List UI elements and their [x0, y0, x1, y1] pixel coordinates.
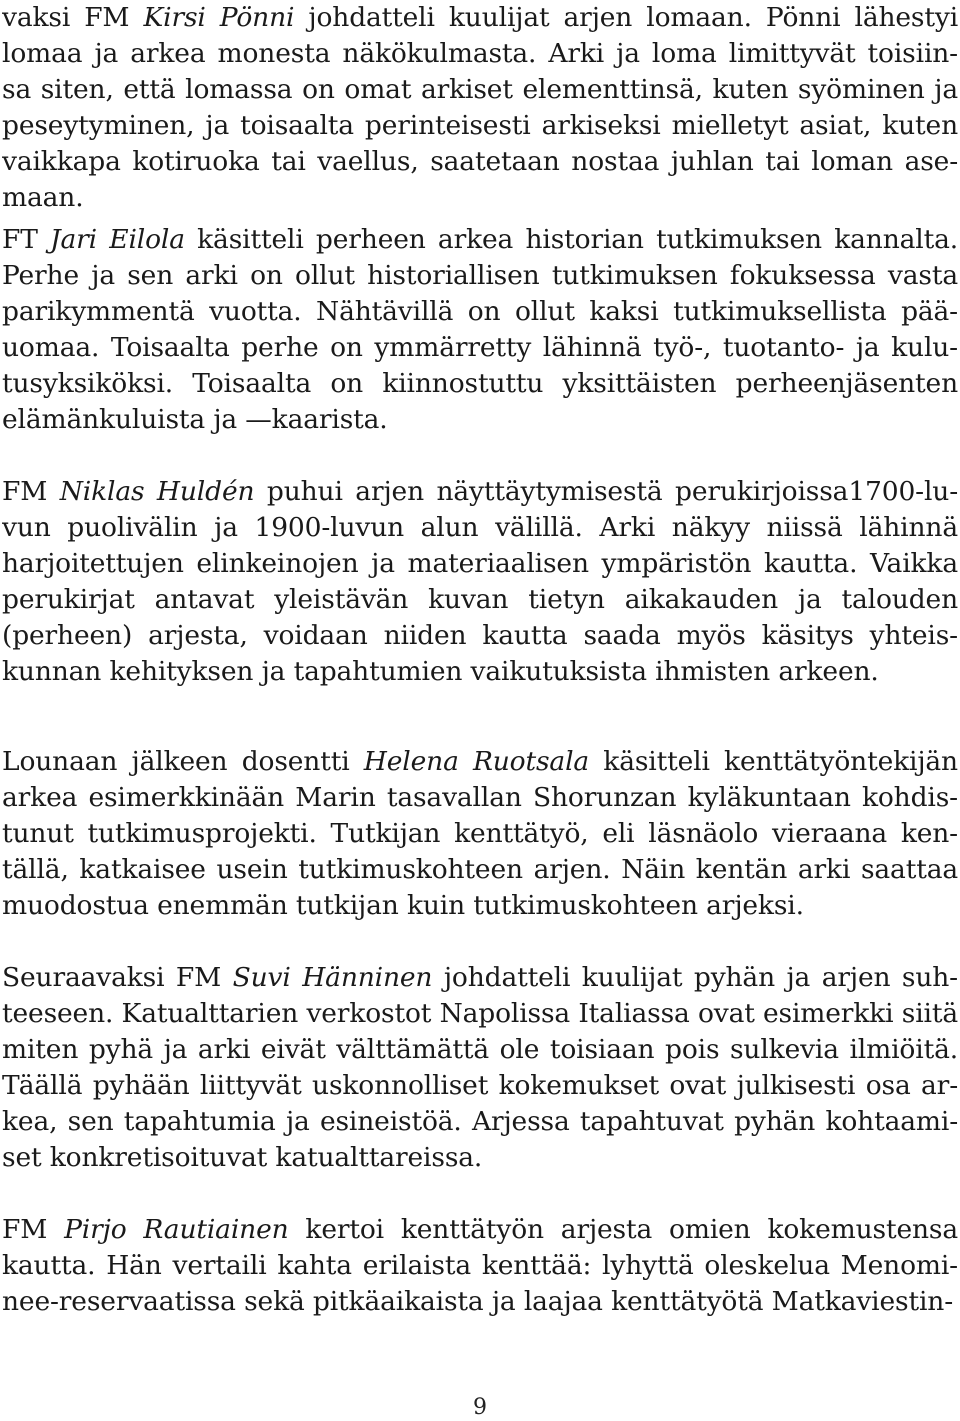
text-line — [2, 654, 879, 690]
text-run: sa siten, että lomassa on omat arkiset elementtinsä, kuten syöminen ja — [2, 74, 958, 105]
text-run: käsitteli kenttätyöntekijän — [589, 746, 958, 777]
text-run: johdatteli kuulijat pyhän ja arjen suh- — [432, 962, 958, 993]
text-run: käsitteli perheen arkea historian tutkimuksen kannalta. — [184, 224, 958, 255]
text-run: tällä, katkaisee usein tutkimuskohteen arjen. Näin kentän arki saattaa — [2, 854, 958, 885]
text-line — [2, 1104, 958, 1140]
text-line — [2, 0, 958, 36]
text-run: miten pyhä ja arki eivät välttämättä ole toisiaan pois sulkevia ilmiöitä. — [2, 1034, 958, 1065]
text-line — [2, 180, 83, 216]
text-line — [2, 1140, 482, 1176]
text-run: vaksi FM — [2, 2, 144, 33]
text-run: elämänkuluista ja —kaarista. — [2, 404, 388, 435]
text-line — [2, 618, 958, 654]
text-run: lomaa ja arkea monesta näkökulmasta. Arki ja loma limittyvät toisiin- — [2, 38, 958, 69]
text-line — [2, 1284, 953, 1320]
text-run: Perhe ja sen arki on ollut historiallisen tutkimuksen fokuksessa vasta — [2, 260, 958, 291]
text-line — [2, 996, 958, 1032]
text-run: arkea esimerkkinään Marin tasavallan Shorunzan kyläkuntaan kohdis- — [2, 782, 958, 813]
text-run: kunnan kehityksen ja tapahtumien vaikutuksista ihmisten arkeen. — [2, 656, 879, 687]
text-run: FM — [2, 476, 60, 507]
text-run: peseytyminen, ja toisaalta perinteisesti arkiseksi mielletyt asiat, kuten — [2, 110, 958, 141]
text-line — [2, 402, 388, 438]
text-line — [2, 258, 958, 294]
person-name: Jari Eilola — [50, 224, 185, 255]
person-name: Pirjo Rautiainen — [64, 1214, 289, 1245]
text-run: kertoi kenttätyön arjesta omien kokemustensa — [288, 1214, 958, 1245]
text-run: FM — [2, 1214, 65, 1245]
text-line — [2, 1212, 958, 1248]
text-line — [2, 582, 958, 618]
text-run: parikymmentä vuotta. Nähtävillä on ollut kaksi tutkimuksellista pää- — [2, 296, 958, 327]
text-run: harjoitettujen elinkeinojen ja materiaalisen ympäristön kautta. Vaikka — [2, 548, 958, 579]
text-line — [2, 780, 958, 816]
text-line — [2, 852, 958, 888]
text-line — [2, 744, 958, 780]
text-line — [2, 888, 804, 924]
text-line — [2, 816, 958, 852]
person-name: Kirsi Pönni — [143, 2, 295, 33]
text-line — [2, 1248, 958, 1284]
text-run: johdatteli kuulijat arjen lomaan. Pönni lähestyi — [294, 2, 958, 33]
person-name: Helena Ruotsala — [363, 746, 590, 777]
text-line — [2, 294, 958, 330]
page-number: 9 — [473, 1395, 487, 1420]
text-line — [2, 366, 958, 402]
text-run: maan. — [2, 182, 84, 213]
text-line — [2, 510, 958, 546]
text-run: nee-reservaatissa sekä pitkäaikaista ja laajaa kenttätyötä Matkaviestin- — [2, 1286, 954, 1317]
text-line — [2, 144, 958, 180]
text-line — [2, 36, 958, 72]
text-run: set konkretisoituvat katualttareissa. — [2, 1142, 483, 1173]
text-line — [2, 1068, 958, 1104]
text-run: kea, sen tapahtumia ja esineistöä. Arjessa tapahtuvat pyhän kohtaami- — [2, 1106, 958, 1137]
text-run: Seuraavaksi FM — [2, 962, 233, 993]
text-run: Täällä pyhään liittyvät uskonnolliset kokemukset ovat julkisesti osa ar- — [2, 1070, 958, 1101]
text-run: vun puolivälin ja 1900-luvun alun välillä. Arki näkyy niissä lähinnä — [2, 512, 958, 543]
text-run: muodostua enemmän tutkijan kuin tutkimuskohteen arjeksi. — [2, 890, 804, 921]
text-run: Lounaan jälkeen dosentti — [2, 746, 364, 777]
text-line — [2, 330, 958, 366]
text-run: puhui arjen näyttäytymisestä perukirjoissa1700-lu- — [254, 476, 958, 507]
text-run: uomaa. Toisaalta perhe on ymmärretty lähinnä työ-, tuotanto- ja kulu- — [2, 332, 958, 363]
text-run: kautta. Hän vertaili kahta erilaista kenttää: lyhyttä oleskelua Menomi- — [2, 1250, 958, 1281]
person-name: Suvi Hänninen — [232, 962, 433, 993]
text-run: tunut tutkimusprojekti. Tutkijan kenttätyö, eli läsnäolo vieraana ken- — [2, 818, 958, 849]
text-line — [2, 1032, 958, 1068]
text-run: perukirjat antavat yleistävän kuvan tietyn aikakauden ja talouden — [2, 584, 958, 615]
text-run: teeseen. Katualttarien verkostot Napolissa Italiassa ovat esimerkki siitä — [2, 998, 958, 1029]
text-line — [2, 108, 958, 144]
text-run: vaikkapa kotiruoka tai vaellus, saatetaan nostaa juhlan tai loman ase- — [2, 146, 958, 177]
person-name: Niklas Huldén — [59, 476, 255, 507]
text-line — [2, 222, 958, 258]
text-run: (perheen) arjesta, voidaan niiden kautta saada myös käsitys yhteis- — [2, 620, 958, 651]
text-run: tusyksiköksi. Toisaalta on kiinnostuttu yksittäisten perheenjäsenten — [2, 368, 958, 399]
text-line — [2, 72, 958, 108]
text-run: FT — [2, 224, 51, 255]
text-line — [2, 546, 958, 582]
text-line — [2, 474, 958, 510]
text-line — [2, 960, 958, 996]
